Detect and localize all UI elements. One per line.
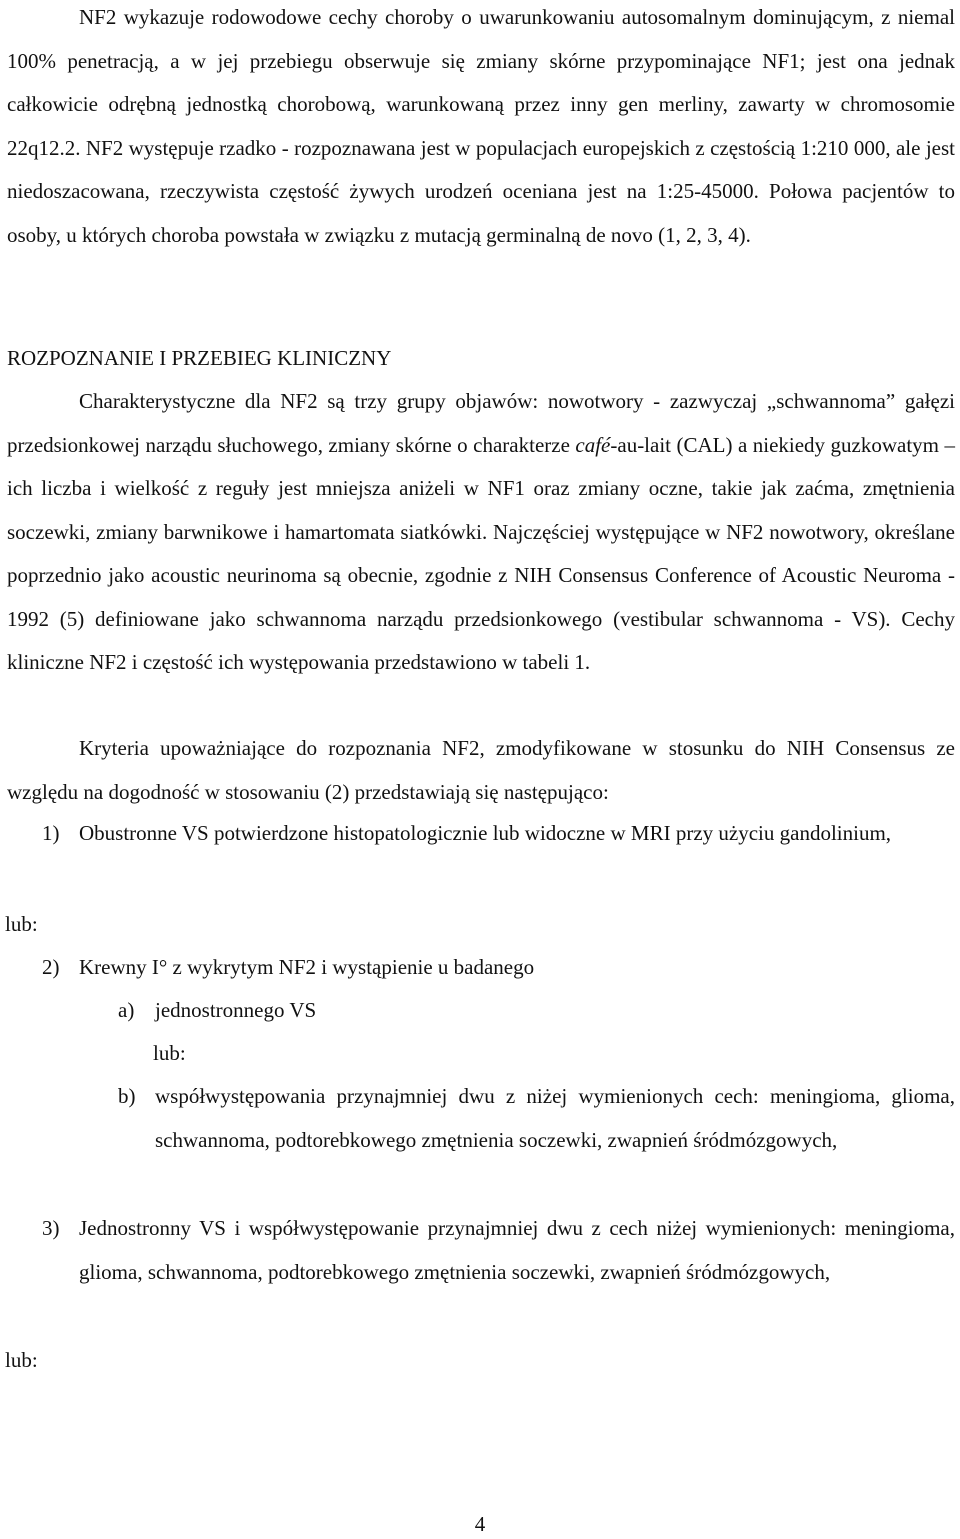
intro-paragraph: NF2 wykazuje rodowodowe cechy choroby o uwarunkowaniu autosomalnym dominującym, z niemal 100% penetracją, a w jej przebiegu obserwuje się zmiany skórne przypominające NF1; jest ona jednak całkowicie odrębną jednostką chorobową, warunkowaną przez inny gen merliny, zawarty w chromosomie 22q12.2. NF2 występuje rzadko - rozpoznawana jest w populacjach europejskich z częstością 1:210 000, ale jest niedoszacowana, rzeczywista częstość żywych urodzeń oceniana jest na 1:25-45000. Połowa pacjentów to osoby, u których choroba powstała w związku z mutacją germinalną de novo (1, 2, 3, 4).	[7, 5, 955, 247]
criteria-intro-paragraph: Kryteria upoważniające do rozpoznania NF2, zmodyfikowane w stosunku do NIH Consensus ze względu na dogodność w stosowaniu (2) przedstawiają się następująco:	[7, 736, 955, 804]
criteria-item-3-number: 3)	[42, 1216, 60, 1240]
criteria-item-2-number: 2)	[42, 955, 60, 979]
clinical-paragraph-part2: -au-lait (CAL) a niekiedy guzkowatym ‒ ich liczba i wielkość z reguły jest mniejsza aniżeli w NF1 oraz zmiany oczne, takie jak zaćma, zmętnienia soczewki, zmiany barwnikowe i hamartomata siatkówki. Najczęściej występujące w NF2 nowotwory, określane poprzednio jako acoustic neurinoma są obecnie, zgodnie z NIH Consensus Conference of Acoustic Neuroma - 1992 (5) definiowane jako schwannoma narządu przedsionkowego (vestibular schwannoma - VS). Cechy kliniczne NF2 i częstość ich występowania przedstawiono w tabeli 1.	[7, 432, 955, 674]
criteria-item-2a-text: jednostronnego VS	[155, 998, 317, 1022]
criteria-item-2b-letter: b)	[118, 1084, 136, 1108]
criteria-or-2: lub:	[5, 1348, 38, 1372]
criteria-item-1-number: 1)	[42, 821, 60, 845]
page-number: 4	[474, 1512, 486, 1536]
criteria-item-1-text: Obustronne VS potwierdzone histopatologicznie lub widoczne w MRI przy użyciu gandolinium,	[79, 821, 892, 845]
section-heading: ROZPOZNANIE I PRZEBIEG KLINICZNY	[7, 346, 392, 370]
criteria-or-1: lub:	[5, 912, 38, 936]
clinical-paragraph-italic: café	[575, 432, 611, 457]
clinical-paragraph-part1: Charakterystyczne dla NF2 są trzy grupy objawów: nowotwory - zazwyczaj „schwannoma” gałęzi przedsionkowej narządu słuchowego, zmiany skórne o charakterze	[7, 389, 955, 457]
criteria-item-2a-letter: a)	[118, 998, 135, 1022]
criteria-item-3-text: Jednostronny VS i współwystępowanie przynajmniej dwu z cech niżej wymienionych: meningioma, glioma, schwannoma, podtorebkowego zmętnienia soczewki, zwapnień śródmózgowych,	[79, 1216, 955, 1284]
criteria-item-2-text: Krewny I° z wykrytym NF2 i wystąpienie u badanego	[79, 955, 535, 979]
criteria-or-inner: lub:	[153, 1041, 186, 1065]
criteria-item-2b-text: współwystępowania przynajmniej dwu z niżej wymienionych cech: meningioma, glioma, schwannoma, podtorebkowego zmętnienia soczewki, zwapnień śródmózgowych,	[155, 1084, 955, 1152]
clinical-paragraph	[7, 380, 955, 685]
